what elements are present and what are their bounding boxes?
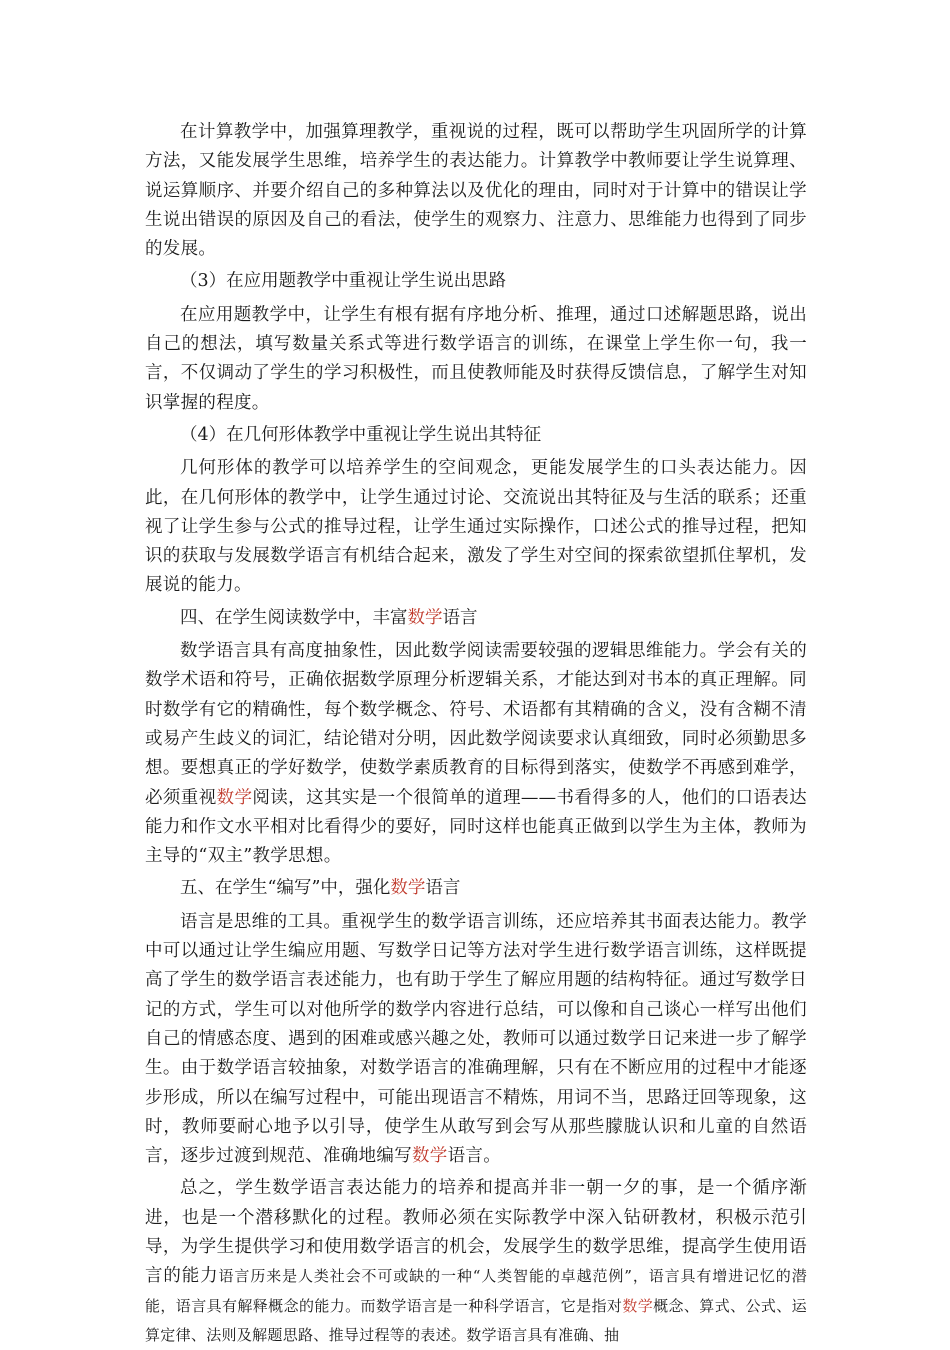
paragraph-application-problems: 在应用题教学中，让学生有根有据有序地分析、推理，通过口述解题思路，说出自己的想法，填写数量关系式等进行数学语言的训练，在课堂上学生你一句，我一言，不仅调动了学生的学习积极性，而且使教师能及时获得反馈信息，了解学生对知识掌握的程度。	[145, 304, 807, 413]
paragraph-calculation: 在计算教学中，加强算理教学，重视说的过程，既可以帮助学生巩固所学的计算方法，又能发展学生思维，培养学生的表达能力。计算教学中教师要让学生说算理、说运算顺序、并要介绍自己的多种算法以及优化的理由，同时对于计算中的错误让学生说出错误的原因及自己的看法，使学生的观察力、注意力、思维能力也得到了同步的发展。	[145, 122, 807, 260]
small-text: 概念、算式、公式、运算定律、法则及解题思路、推导过程等的表述。数学语言具有准确、抽	[145, 1296, 807, 1344]
heading-geometry: （4）在几何形体教学中重视让学生说出其特征	[180, 424, 542, 445]
highlight-keyword: 数学	[390, 878, 426, 899]
heading-text: 五、在学生“编写”中，强化	[180, 878, 391, 899]
small-text: 语言历来是人类社会不可或缺的一种“人类智能的卓越范例”，语言具有增进记忆的潜能，语言具有解释概念的能力。而数学语言是一种科学语言，它是指对	[145, 1267, 807, 1315]
heading-text: 语言	[425, 878, 461, 899]
paragraph-text: 阅读，这其实是一个很简单的道理——书看得多的人，他们的口语表达能力和作文水平相对比看得少的要好，同时这样也能真正做到以学生为主体，教师为主导的“双主”教学思想。	[145, 787, 807, 867]
paragraph-text: 语言是思维的工具。重视学生的数学语言训练，还应培养其书面表达能力。教学中可以通过让学生编应用题、写数学日记等方法对学生进行数学语言训练，这样既提高了学生的数学语言表述能力，也有助于学生了解应用题的结构特征。通过写数学日记的方式，学生可以对他所学的数学内容进行总结，可以像和自己谈心一样写出他们自己的情感态度、遇到的困难或感兴趣之处，教师可以通过数学日记来进一步了解学生。由于数学语言较抽象，对数学语言的准确理解，只有在不断应用的过程中才能逐步形成，所以在编写过程中，可能出现语言不精炼，用词不当，思路迂回等现象，这时，教师要耐心地予以引导，使学生从敢写到会写从那些朦胧认识和儿童的自然语言，逐步过渡到规范、准确地编写	[145, 911, 807, 1167]
heading-text: 四、在学生阅读数学中，丰富	[180, 607, 408, 628]
paragraph-text: 总之，学生数学语言表达能力的培养和提高并非一朝一夕的事，是一个循序渐进，也是一个潜移默化的过程。教师必须在实际教学中深入钻研教材，积极示范引导，为学生提供学习和使用数学语言的机会，发展学生的数学思维，提高学生使用语言的能力	[145, 1178, 807, 1287]
paragraph-text: 语言。	[447, 1146, 502, 1167]
document-page	[145, 118, 807, 1350]
paragraph-writing	[145, 908, 807, 1172]
section-heading-reading	[145, 604, 807, 633]
heading-text: 语言	[442, 607, 478, 628]
highlight-keyword: 数学	[622, 1296, 654, 1315]
highlight-keyword: 数学	[412, 1146, 448, 1167]
highlight-keyword: 数学	[216, 787, 253, 808]
paragraph-geometry: 几何形体的教学可以培养学生的空间观念，更能发展学生的口头表达能力。因此，在几何形体的教学中，让学生通过讨论、交流说出其特征及与生活的联系；还重视了让学生参与公式的推导过程，让学生通过实际操作，口述公式的推导过程，把知识的获取与发展数学语言有机结合起来，激发了学生对空间的探索欲望抓住挈机，发展说的能力。	[145, 458, 807, 596]
highlight-keyword: 数学	[407, 607, 443, 628]
paragraph-text: 数学语言具有高度抽象性，因此数学阅读需要较强的逻辑思维能力。学会有关的数学术语和符号，正确依据数学原理分析逻辑关系，才能达到对书本的真正理解。同时数学有它的精确性，每个数学概念、符号、术语都有其精确的含义，没有含糊不清或易产生歧义的词汇，结论错对分明，因此数学阅读要求认真细致，同时必须勤思多想。要想真正的学好数学，使数学素质教育的目标得到落实，使数学不再感到难学，必须重视	[145, 641, 807, 808]
heading-application-problems: （3）在应用题教学中重视让学生说出思路	[180, 271, 507, 292]
paragraph-conclusion	[145, 1174, 807, 1350]
section-heading-writing	[145, 874, 807, 903]
paragraph-reading	[145, 637, 807, 871]
